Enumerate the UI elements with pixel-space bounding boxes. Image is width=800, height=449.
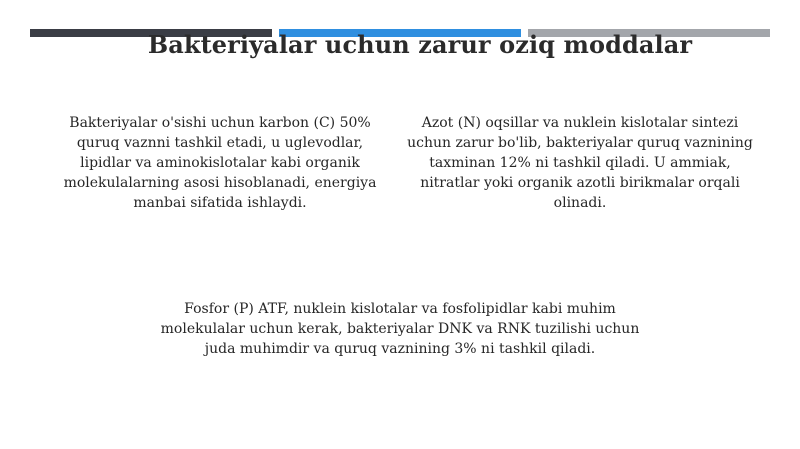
phosphorus-paragraph: Fosfor (P) ATF, nuklein kislotalar va fosfolipidlar kabi muhim molekulalar uchun kerak, bakteriyalar DNK va RNK tuzilishi uchun juda muhimdir va quruq vaznining 3% ni tashkil qiladi.: [160, 301, 640, 357]
carbon-paragraph: Bakteriyalar o'sishi uchun karbon (C) 50% quruq vaznni tashkil etadi, u uglevodlar, lipidlar va aminokislotalar kabi organik molekulalarning asosi hisoblanadi, energiya manbai sifatida ishlaydi.: [63, 115, 377, 211]
slide-title: Bakteriyalar uchun zarur oziq moddalar: [147, 30, 693, 59]
nitrogen-paragraph: Azot (N) oqsillar va nuklein kislotalar sintezi uchun zarur bo'lib, bakteriyalar quruq vaznining taxminan 12% ni tashkil qiladi. U ammiak, nitratlar yoki organik azotli birikmalar orqali olinadi.: [407, 115, 753, 211]
